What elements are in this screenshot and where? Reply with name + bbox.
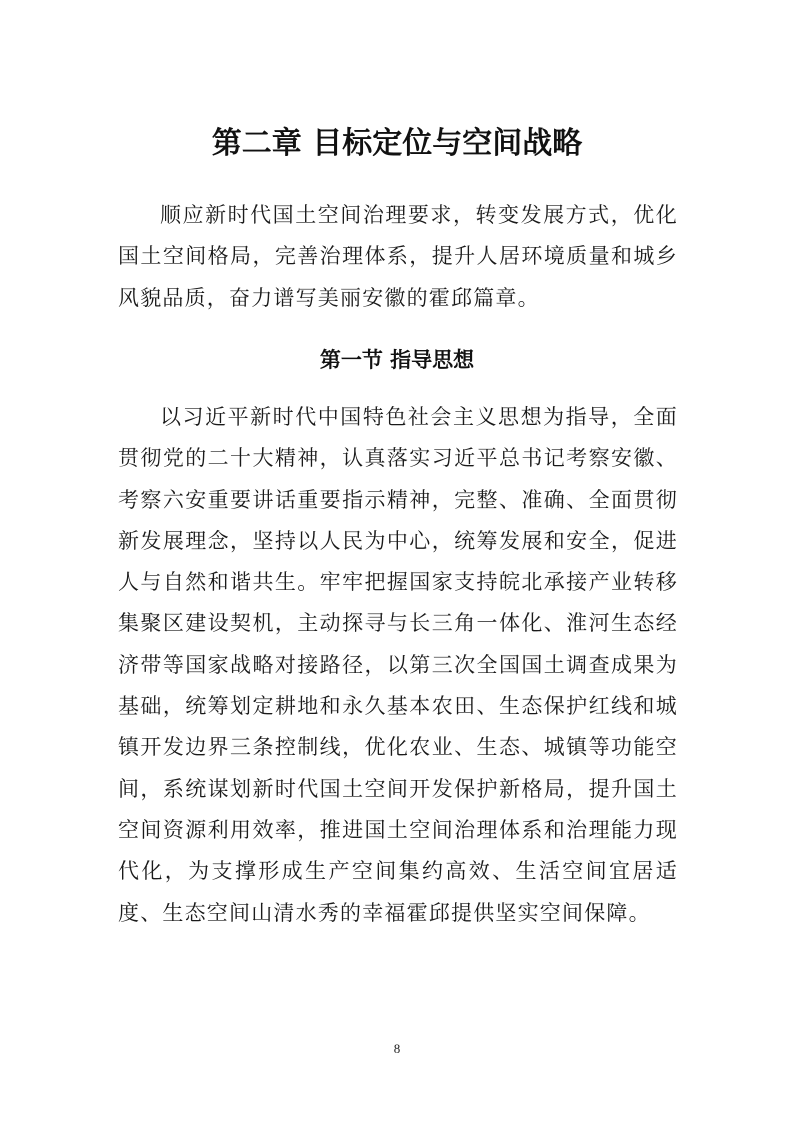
page-number: 8 (393, 1041, 401, 1056)
section-title: 第一节 指导思想 (319, 348, 475, 372)
chapter-title: 第二章 目标定位与空间战略 (211, 126, 583, 161)
intro-paragraph: 顺应新时代国土空间治理要求，转变发展方式，优化国土空间格局，完善治理体系，提升人居环境质量和城乡风貌品质，奋力谱写美丽安徽的霍邱篇章。 (118, 203, 678, 310)
section-paragraph: 以习近平新时代中国特色社会主义思想为指导，全面贯彻党的二十大精神，认真落实习近平总书记考察安徽、考察六安重要讲话重要指示精神，完整、准确、全面贯彻新发展理念，坚持以人民为中心，统筹发展和安全，促进人与自然和谐共生。牢牢把握国家支持皖北承接产业转移集聚区建设契机，主动探寻与长三角一体化、淮河生态经济带等国家战略对接路径，以第三次全国国土调查成果为基础，统筹划定耕地和永久基本农田、生态保护红线和城镇开发边界三条控制线，优化农业、生态、城镇等功能空间，系统谋划新时代国土空间开发保护新格局，提升国土空间资源利用效率，推进国土空间治理体系和治理能力现代化，为支撑形成生产空间集约高效、生活空间宜居适度、生态空间山清水秀的幸福霍邱提供坚实空间保障。 (118, 405, 678, 925)
